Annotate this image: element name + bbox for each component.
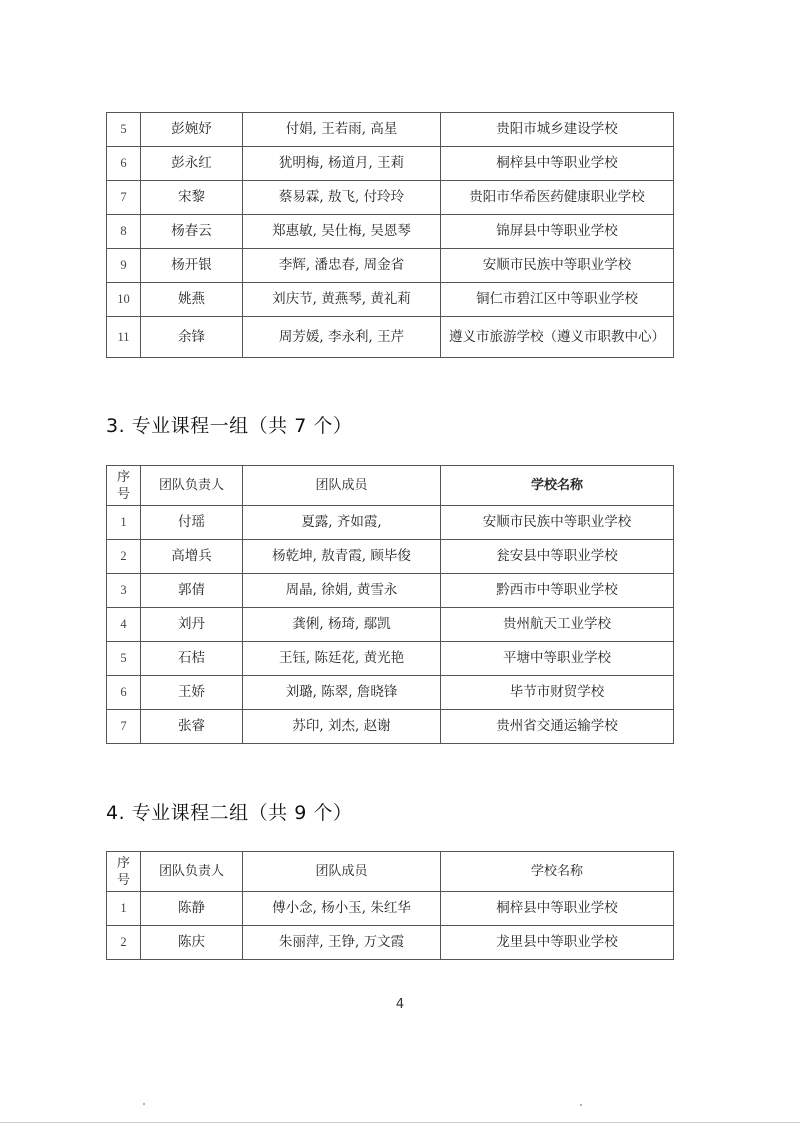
row-number: 6 [107,676,141,710]
team-members: 付娟, 王若雨, 高星 [243,113,441,147]
team-members: 王钰, 陈廷花, 黄光艳 [243,642,441,676]
team-leader: 陈庆 [141,926,243,960]
section-heading-3: 3. 专业课程一组（共 7 个） [106,415,353,437]
row-number: 4 [107,608,141,642]
row-number: 7 [107,181,141,215]
row-number: 5 [107,113,141,147]
team-leader: 陈静 [141,892,243,926]
team-leader: 彭永红 [141,147,243,181]
table-header-row [107,852,674,892]
row-number: 6 [107,147,141,181]
table-row [107,283,674,317]
team-leader: 杨春云 [141,215,243,249]
header-leader: 团队负责人 [141,466,243,506]
team-leader: 付瑶 [141,506,243,540]
row-number: 2 [107,540,141,574]
team-leader: 刘丹 [141,608,243,642]
school-name: 锦屏县中等职业学校 [441,215,674,249]
header-members: 团队成员 [243,466,441,506]
table-row [107,147,674,181]
table-row [107,506,674,540]
team-leader: 余锋 [141,317,243,358]
scan-speck [580,1104,582,1106]
row-number: 8 [107,215,141,249]
school-name: 贵阳市城乡建设学校 [441,113,674,147]
table-row [107,249,674,283]
table-row [107,574,674,608]
team-leader: 杨开银 [141,249,243,283]
team-members: 犹明梅, 杨道月, 王莉 [243,147,441,181]
table-row [107,540,674,574]
team-members: 李辉, 潘忠春, 周金省 [243,249,441,283]
school-name: 黔西市中等职业学校 [441,574,674,608]
team-leader: 姚燕 [141,283,243,317]
team-members: 周晶, 徐娟, 黄雪永 [243,574,441,608]
table-row [107,892,674,926]
school-name: 瓮安县中等职业学校 [441,540,674,574]
row-number: 10 [107,283,141,317]
team-members: 刘庆节, 黄燕琴, 黄礼莉 [243,283,441,317]
award-table-continued [106,112,674,358]
team-leader: 郭倩 [141,574,243,608]
header-leader: 团队负责人 [141,852,243,892]
row-number: 2 [107,926,141,960]
team-leader: 高增兵 [141,540,243,574]
team-members: 刘璐, 陈翠, 詹晓锋 [243,676,441,710]
school-name: 贵州航天工业学校 [441,608,674,642]
table-row [107,215,674,249]
award-table-section-3 [106,465,674,744]
school-name: 安顺市民族中等职业学校 [441,249,674,283]
table-row [107,676,674,710]
school-name: 安顺市民族中等职业学校 [441,506,674,540]
team-leader: 张睿 [141,710,243,744]
team-members: 苏印, 刘杰, 赵谢 [243,710,441,744]
team-leader: 石桔 [141,642,243,676]
team-members: 周芳媛, 李永利, 王芹 [243,317,441,358]
header-members: 团队成员 [243,852,441,892]
team-members: 傅小念, 杨小玉, 朱红华 [243,892,441,926]
row-number: 11 [107,317,141,358]
team-members: 夏露, 齐如霞, [243,506,441,540]
row-number: 3 [107,574,141,608]
table-row [107,710,674,744]
row-number: 1 [107,506,141,540]
page-number: 4 [395,997,405,1012]
header-number: 序号 [107,852,141,892]
school-name: 桐梓县中等职业学校 [441,892,674,926]
table-row [107,608,674,642]
team-members: 蔡易霖, 敖飞, 付玲玲 [243,181,441,215]
header-school: 学校名称 [441,852,674,892]
table-row [107,926,674,960]
award-table-section-4 [106,851,674,960]
school-name: 平塘中等职业学校 [441,642,674,676]
school-name: 遵义市旅游学校（遵义市职教中心） [441,317,674,358]
team-members: 郑惠敏, 吴仕梅, 吴恩琴 [243,215,441,249]
school-name: 铜仁市碧江区中等职业学校 [441,283,674,317]
team-members: 朱丽萍, 王铮, 万文霞 [243,926,441,960]
table-header-row [107,466,674,506]
row-number: 7 [107,710,141,744]
page-bottom-edge [0,1122,800,1123]
team-members: 杨乾坤, 敖青霞, 顾毕俊 [243,540,441,574]
row-number: 5 [107,642,141,676]
row-number: 9 [107,249,141,283]
team-leader: 彭婉妤 [141,113,243,147]
table-row [107,113,674,147]
school-name: 桐梓县中等职业学校 [441,147,674,181]
section-heading-4: 4. 专业课程二组（共 9 个） [106,802,353,824]
table-row [107,181,674,215]
header-school: 学校名称 [441,466,674,506]
team-members: 龚俐, 杨琦, 鄢凯 [243,608,441,642]
scan-speck [143,1103,145,1105]
table-row [107,642,674,676]
school-name: 贵州省交通运输学校 [441,710,674,744]
row-number: 1 [107,892,141,926]
header-number: 序号 [107,466,141,506]
school-name: 龙里县中等职业学校 [441,926,674,960]
school-name: 贵阳市华希医药健康职业学校 [441,181,674,215]
team-leader: 宋黎 [141,181,243,215]
school-name: 毕节市财贸学校 [441,676,674,710]
table-row [107,317,674,358]
team-leader: 王娇 [141,676,243,710]
